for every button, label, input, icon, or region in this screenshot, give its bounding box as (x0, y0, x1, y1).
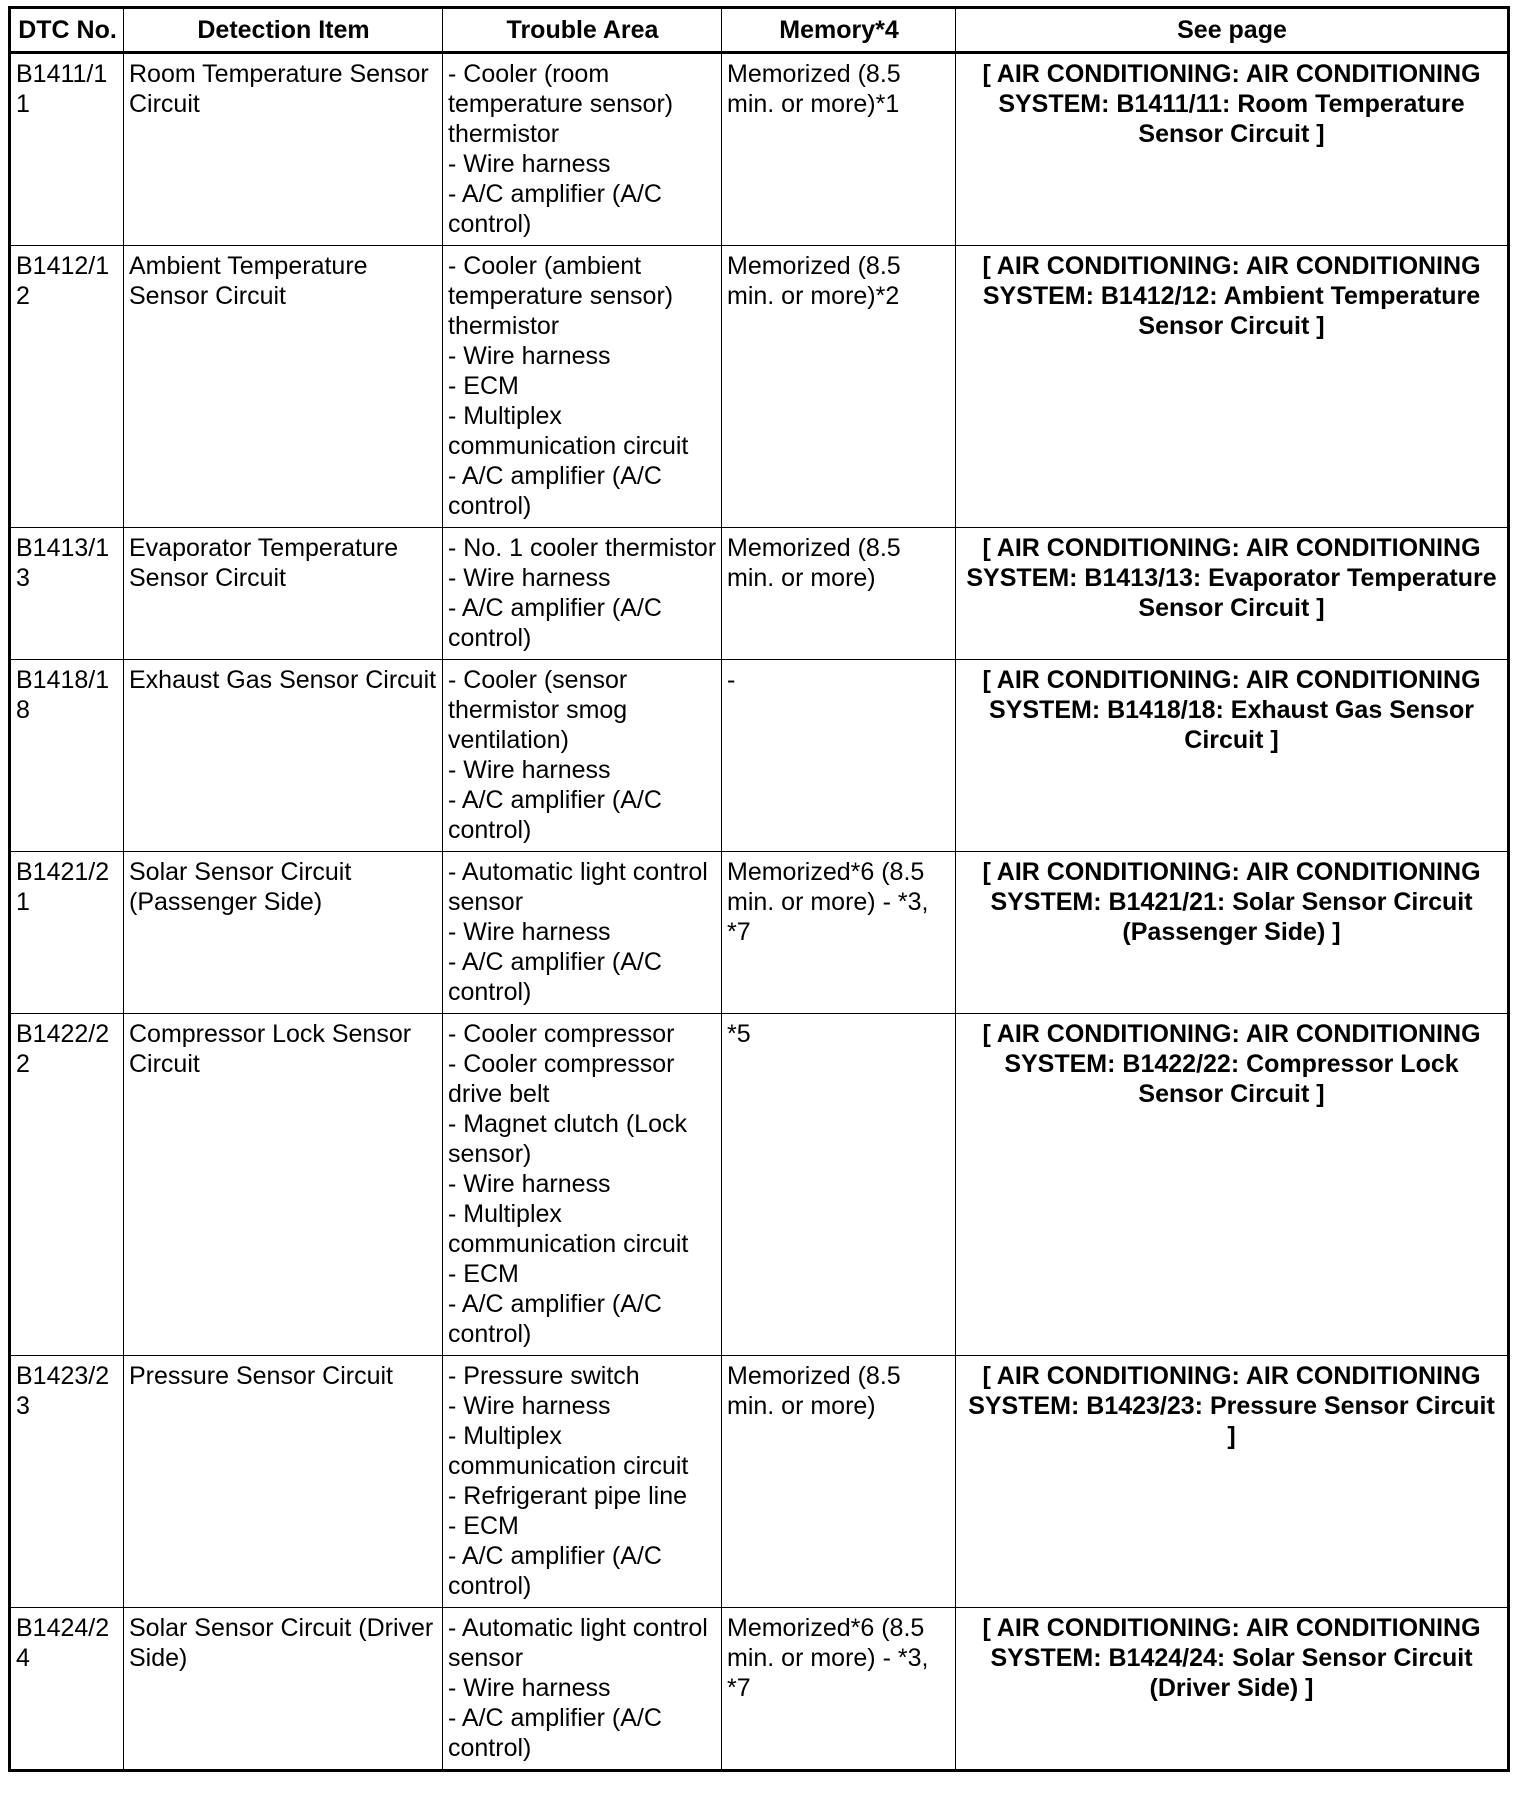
header-detection-item: Detection Item (124, 8, 443, 53)
table-row (10, 246, 1509, 528)
trouble-area-cell (443, 528, 722, 660)
trouble-area-cell (443, 852, 722, 1014)
header-see-page: See page (956, 8, 1509, 53)
trouble-area-line: - Multiplex communication circuit (448, 1200, 689, 1258)
trouble-area-line: - A/C amplifier (A/C control) (448, 786, 662, 844)
header-memory: Memory*4 (722, 8, 956, 53)
trouble-area-line: - A/C amplifier (A/C control) (448, 948, 662, 1006)
dtc-number-cell: B1422/22 (10, 1014, 124, 1356)
see-page-link[interactable]: [ AIR CONDITIONING: AIR CONDITIONING SYSTEM: B1418/18: Exhaust Gas Sensor Circuit ] (956, 660, 1509, 852)
memory-cell: Memorized (8.5 min. or more)*2 (722, 246, 956, 528)
detection-item-cell: Solar Sensor Circuit (Passenger Side) (124, 852, 443, 1014)
memory-cell: Memorized (8.5 min. or more) (722, 1356, 956, 1608)
trouble-area-line: - Wire harness (448, 1674, 611, 1702)
header-dtc-no: DTC No. (10, 8, 124, 53)
dtc-number-cell: B1424/24 (10, 1608, 124, 1771)
trouble-area-line: - Wire harness (448, 342, 611, 370)
trouble-area-line: - Pressure switch (448, 1362, 640, 1390)
trouble-area-line: - A/C amplifier (A/C control) (448, 1704, 662, 1762)
dtc-number-cell: B1418/18 (10, 660, 124, 852)
see-page-link[interactable]: [ AIR CONDITIONING: AIR CONDITIONING SYSTEM: B1411/11: Room Temperature Sensor Circuit ] (956, 53, 1509, 246)
trouble-area-line: - Cooler (ambient temperature sensor) thermistor (448, 252, 674, 340)
see-page-link[interactable]: [ AIR CONDITIONING: AIR CONDITIONING SYSTEM: B1423/23: Pressure Sensor Circuit ] (956, 1356, 1509, 1608)
trouble-area-line: - Magnet clutch (Lock sensor) (448, 1110, 687, 1168)
trouble-area-line: - Wire harness (448, 1392, 611, 1420)
table-row (10, 660, 1509, 852)
table-row (10, 1356, 1509, 1608)
detection-item-cell: Solar Sensor Circuit (Driver Side) (124, 1608, 443, 1771)
see-page-link[interactable]: [ AIR CONDITIONING: AIR CONDITIONING SYSTEM: B1413/13: Evaporator Temperature Sensor Circuit ] (956, 528, 1509, 660)
see-page-link[interactable]: [ AIR CONDITIONING: AIR CONDITIONING SYSTEM: B1412/12: Ambient Temperature Sensor Circuit ] (956, 246, 1509, 528)
trouble-area-line: - Wire harness (448, 150, 611, 178)
memory-cell: Memorized (8.5 min. or more) (722, 528, 956, 660)
memory-cell: Memorized*6 (8.5 min. or more) - *3, *7 (722, 852, 956, 1014)
header-trouble-area: Trouble Area (443, 8, 722, 53)
trouble-area-line: - A/C amplifier (A/C control) (448, 180, 662, 238)
trouble-area-line: - A/C amplifier (A/C control) (448, 1290, 662, 1348)
memory-cell: Memorized*6 (8.5 min. or more) - *3, *7 (722, 1608, 956, 1771)
table-row (10, 528, 1509, 660)
see-page-link[interactable]: [ AIR CONDITIONING: AIR CONDITIONING SYSTEM: B1424/24: Solar Sensor Circuit (Driver Side) ] (956, 1608, 1509, 1771)
detection-item-cell: Pressure Sensor Circuit (124, 1356, 443, 1608)
trouble-area-line: - Wire harness (448, 564, 611, 592)
trouble-area-line: - Automatic light control sensor (448, 858, 708, 916)
trouble-area-line: - Wire harness (448, 756, 611, 784)
trouble-area-line: - A/C amplifier (A/C control) (448, 1542, 662, 1600)
trouble-area-line: - ECM (448, 1512, 519, 1540)
table-header (10, 8, 1509, 53)
trouble-area-line: - Multiplex communication circuit (448, 1422, 689, 1480)
trouble-area-line: - Cooler compressor drive belt (448, 1050, 675, 1108)
trouble-area-cell (443, 246, 722, 528)
table-row (10, 53, 1509, 246)
detection-item-cell: Room Temperature Sensor Circuit (124, 53, 443, 246)
dtc-number-cell: B1411/11 (10, 53, 124, 246)
trouble-area-line: - ECM (448, 1260, 519, 1288)
trouble-area-line: - Cooler (room temperature sensor) thermistor (448, 60, 674, 148)
see-page-link[interactable]: [ AIR CONDITIONING: AIR CONDITIONING SYSTEM: B1422/22: Compressor Lock Sensor Circuit ] (956, 1014, 1509, 1356)
trouble-area-line: - Automatic light control sensor (448, 1614, 708, 1672)
dtc-number-cell: B1421/21 (10, 852, 124, 1014)
detection-item-cell: Ambient Temperature Sensor Circuit (124, 246, 443, 528)
trouble-area-line: - ECM (448, 372, 519, 400)
trouble-area-line: - A/C amplifier (A/C control) (448, 462, 662, 520)
trouble-area-cell (443, 1608, 722, 1771)
trouble-area-cell (443, 1014, 722, 1356)
trouble-area-cell (443, 1356, 722, 1608)
trouble-area-line: - Multiplex communication circuit (448, 402, 689, 460)
memory-cell: *5 (722, 1014, 956, 1356)
trouble-area-line: - Cooler (sensor thermistor smog ventilation) (448, 666, 628, 754)
memory-cell: Memorized (8.5 min. or more)*1 (722, 53, 956, 246)
trouble-area-line: - Refrigerant pipe line (448, 1482, 688, 1510)
trouble-area-line: - A/C amplifier (A/C control) (448, 594, 662, 652)
table-body (10, 53, 1509, 1771)
table-row (10, 1014, 1509, 1356)
trouble-area-cell (443, 660, 722, 852)
detection-item-cell: Compressor Lock Sensor Circuit (124, 1014, 443, 1356)
dtc-number-cell: B1413/13 (10, 528, 124, 660)
trouble-area-line: - No. 1 cooler thermistor (448, 534, 717, 562)
dtc-number-cell: B1423/23 (10, 1356, 124, 1608)
detection-item-cell: Evaporator Temperature Sensor Circuit (124, 528, 443, 660)
table-row (10, 852, 1509, 1014)
trouble-area-line: - Cooler compressor (448, 1020, 675, 1048)
header-row (10, 8, 1509, 53)
trouble-area-line: - Wire harness (448, 1170, 611, 1198)
trouble-area-cell (443, 53, 722, 246)
trouble-area-line: - Wire harness (448, 918, 611, 946)
detection-item-cell: Exhaust Gas Sensor Circuit (124, 660, 443, 852)
dtc-table (8, 6, 1510, 1772)
table-row (10, 1608, 1509, 1771)
see-page-link[interactable]: [ AIR CONDITIONING: AIR CONDITIONING SYSTEM: B1421/21: Solar Sensor Circuit (Passenger Side) ] (956, 852, 1509, 1014)
memory-cell: - (722, 660, 956, 852)
dtc-number-cell: B1412/12 (10, 246, 124, 528)
